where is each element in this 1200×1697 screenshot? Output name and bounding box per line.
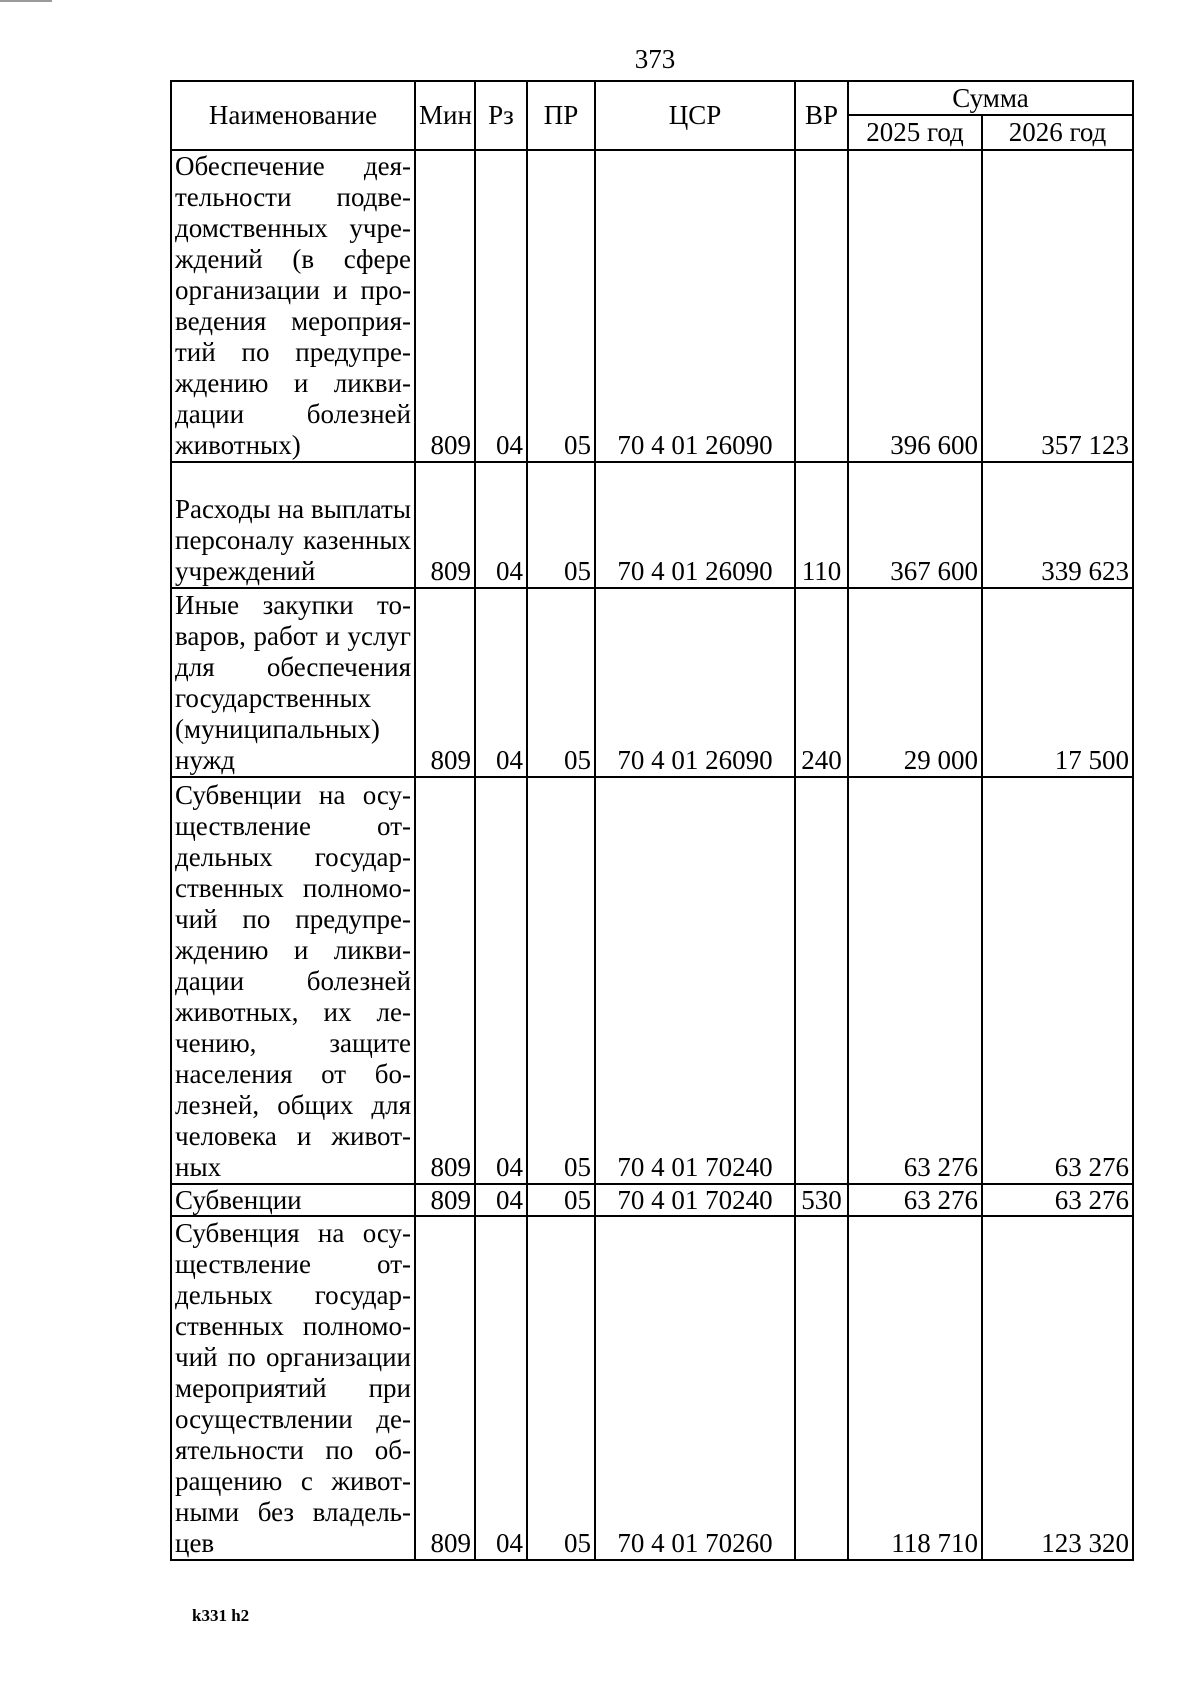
row-csr: 70 4 01 26090 bbox=[595, 462, 795, 588]
row-sum-2025: 118 710 bbox=[848, 1216, 982, 1560]
row-rz: 04 bbox=[475, 462, 527, 588]
table-row bbox=[171, 1184, 1133, 1216]
row-rz: 04 bbox=[475, 588, 527, 777]
row-sum-2026: 357 123 bbox=[982, 150, 1133, 462]
table-row bbox=[171, 150, 1133, 462]
row-pr: 05 bbox=[527, 588, 595, 777]
row-pr: 05 bbox=[527, 150, 595, 462]
row-pr: 05 bbox=[527, 777, 595, 1184]
row-sum-2025: 367 600 bbox=[848, 462, 982, 588]
scan-corner-mark bbox=[0, 0, 52, 2]
header-name: Наименование bbox=[171, 81, 415, 150]
row-name: Субвенция на осуществление отдельных государственных полномочий по организации мероприятий при осуществлении деятельности по обращению с животными без владельцев bbox=[171, 1216, 415, 1560]
header-row bbox=[171, 81, 1133, 115]
page-number: 373 bbox=[634, 44, 676, 74]
table-row bbox=[171, 1216, 1133, 1560]
row-name: Субвенции bbox=[171, 1184, 415, 1216]
row-sum-2025: 29 000 bbox=[848, 588, 982, 777]
row-csr: 70 4 01 70240 bbox=[595, 1184, 795, 1216]
row-name: Обеспечение деятельности подведомственных учреждений (в сфере организации и проведения мероприятий по предупреждению и ликвидации болезней животных) bbox=[171, 150, 415, 462]
row-min: 809 bbox=[415, 588, 475, 777]
row-sum-2025: 63 276 bbox=[848, 777, 982, 1184]
footer-code: k331 h2 bbox=[192, 1606, 250, 1625]
row-csr: 70 4 01 26090 bbox=[595, 150, 795, 462]
header-year-2026: 2026 год bbox=[982, 115, 1133, 150]
row-min: 809 bbox=[415, 777, 475, 1184]
row-name: Иные закупки товаров, работ и услуг для обеспечения государственных (муниципальных) нужд bbox=[171, 588, 415, 777]
row-vr bbox=[795, 1216, 848, 1560]
row-min: 809 bbox=[415, 1184, 475, 1216]
row-vr: 240 bbox=[795, 588, 848, 777]
row-sum-2026: 63 276 bbox=[982, 1184, 1133, 1216]
row-pr: 05 bbox=[527, 462, 595, 588]
row-rz: 04 bbox=[475, 777, 527, 1184]
row-name: Субвенции на осуществление отдельных государственных полномочий по предупреждению и ликвидации болезней животных, их лечению, защите населения от болезней, общих для человека и животных bbox=[171, 777, 415, 1184]
header-rz: Рз bbox=[475, 81, 527, 150]
row-rz: 04 bbox=[475, 150, 527, 462]
budget-table bbox=[170, 80, 1134, 1561]
row-pr: 05 bbox=[527, 1184, 595, 1216]
row-min: 809 bbox=[415, 462, 475, 588]
row-sum-2025: 63 276 bbox=[848, 1184, 982, 1216]
row-csr: 70 4 01 70240 bbox=[595, 777, 795, 1184]
row-vr: 530 bbox=[795, 1184, 848, 1216]
row-name: Расходы на выплаты персоналу казенных учреждений bbox=[171, 462, 415, 588]
row-min: 809 bbox=[415, 1216, 475, 1560]
row-vr bbox=[795, 777, 848, 1184]
row-rz: 04 bbox=[475, 1184, 527, 1216]
row-vr: 110 bbox=[795, 462, 848, 588]
header-sum: Сумма bbox=[848, 81, 1133, 115]
row-min: 809 bbox=[415, 150, 475, 462]
header-csr: ЦСР bbox=[595, 81, 795, 150]
row-sum-2026: 63 276 bbox=[982, 777, 1133, 1184]
table-row bbox=[171, 462, 1133, 588]
row-vr bbox=[795, 150, 848, 462]
row-sum-2026: 123 320 bbox=[982, 1216, 1133, 1560]
row-sum-2026: 17 500 bbox=[982, 588, 1133, 777]
header-vr: ВР bbox=[795, 81, 848, 150]
row-pr: 05 bbox=[527, 1216, 595, 1560]
row-csr: 70 4 01 70260 bbox=[595, 1216, 795, 1560]
header-year-2025: 2025 год bbox=[848, 115, 982, 150]
header-pr: ПР bbox=[527, 81, 595, 150]
table-row bbox=[171, 777, 1133, 1184]
header-min: Мин bbox=[415, 81, 475, 150]
row-csr: 70 4 01 26090 bbox=[595, 588, 795, 777]
row-sum-2026: 339 623 bbox=[982, 462, 1133, 588]
row-rz: 04 bbox=[475, 1216, 527, 1560]
row-sum-2025: 396 600 bbox=[848, 150, 982, 462]
table-row bbox=[171, 588, 1133, 777]
